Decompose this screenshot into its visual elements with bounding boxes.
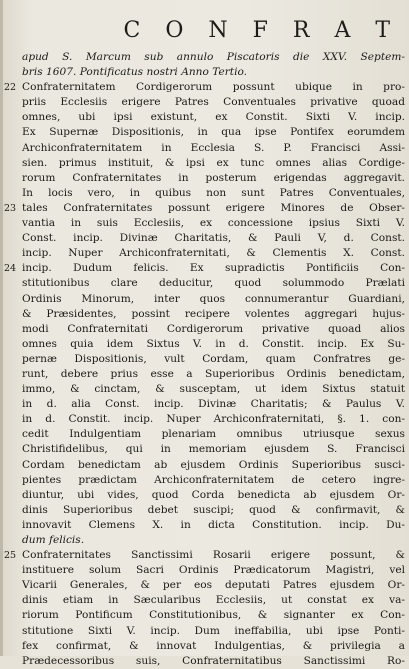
text-line <box>4 141 405 156</box>
text-line <box>4 337 405 352</box>
line-text: Christifidelibus, qui in memoriam ejusdem S. Francisci <box>22 443 405 456</box>
text-line <box>4 231 405 246</box>
text-line <box>4 276 405 291</box>
paragraph-number: 25 <box>4 550 17 562</box>
text-line <box>4 125 405 140</box>
text-line <box>4 578 405 593</box>
text-line <box>4 292 405 307</box>
text-line <box>4 246 405 261</box>
text-line <box>4 397 405 412</box>
line-text: diuntur, ubi vides, quod Corda benedicta ab ejusdem Or- <box>22 488 405 501</box>
line-text: omnes, ubi ipsi existunt, ex Constit. Sixti V. incip. <box>22 111 405 124</box>
line-text: In locis vero, in quibus non sunt Patres Conventuales, <box>22 186 405 199</box>
line-text: fex confirmat, & innovat Indulgentias, & privilegia a <box>22 639 405 652</box>
text-line <box>4 427 405 442</box>
line-text: dum felicis. <box>22 534 85 546</box>
line-text: vantia in suis Ecclesiis, ex concessione ipsius Sixti V. <box>22 217 405 230</box>
line-text: modi Confraternitati Cordigerorum privative quoad alios <box>22 322 405 335</box>
line-text: stitutione Sixti V. incip. Dum ineffabilia, ubi ipse Ponti- <box>22 624 405 637</box>
line-text: Ex Supernæ Dispositionis, in qua ipse Pontifex eorumdem <box>22 126 405 139</box>
line-text: cedit Indulgentiam plenariam omnibus utriusque sexus <box>22 428 405 441</box>
line-text: in d. alia Const. incip. Divinæ Charitatis; & Paulus V. <box>22 398 405 411</box>
text-line <box>4 442 405 457</box>
text-line <box>4 156 405 171</box>
line-text: riorum Pontificum Constitutionibus, & signanter ex Con- <box>22 609 405 622</box>
line-text: immo, & cinctam, & susceptam, ut idem Sixtus statuit <box>22 383 405 396</box>
line-text: sien. primus instituit, & ipsi ex tunc omnes alias Cordige- <box>22 156 405 169</box>
line-text: bris 1607. Pontificatus nostri Anno Tertio. <box>22 66 248 79</box>
line-text: pernæ Dispositionis, vult Cordam, quam Confratres ge- <box>22 352 405 365</box>
line-text: runt, debere prius esse a Superioribus Ordinis benedictam, <box>22 367 405 380</box>
paragraph-number: 24 <box>4 263 17 275</box>
text-line <box>4 95 405 110</box>
line-text: Cordam benedictam ab ejusdem Ordinis Superioribus susci- <box>22 458 405 471</box>
line-text: tales Confraternitates possunt erigere Minores de Obser- <box>22 201 405 214</box>
text-line <box>4 65 405 80</box>
body-text <box>4 50 405 669</box>
text-line <box>4 654 405 669</box>
line-text: instituere solum Sacri Ordinis Prædicatorum Magistri, vel <box>22 564 405 577</box>
text-line <box>4 458 405 473</box>
text-line <box>4 533 405 548</box>
line-text: priis Ecclesiis erigere Patres Conventuales privative quoad <box>22 96 405 109</box>
text-line <box>4 473 405 488</box>
text-line <box>4 624 405 639</box>
line-text: rorum Confraternitates in posterum erigendas aggregavit. <box>22 171 405 184</box>
text-line <box>4 186 405 201</box>
text-line <box>4 593 405 608</box>
line-text: Confraternitates Sanctissimi Rosarii erigere possunt, & <box>22 549 405 562</box>
text-line <box>4 639 405 654</box>
line-text: omnes quia idem Sixtus V. in d. Constit. incip. Ex Su- <box>22 337 405 350</box>
text-line <box>4 261 405 276</box>
line-text: Const. incip. Divinæ Charitatis, & Pauli V, d. Const. <box>22 232 405 245</box>
text-line <box>4 488 405 503</box>
text-line <box>4 216 405 231</box>
line-text: Prædecessoribus suis, Confraternitatibus Sanctissimi Ro- <box>22 654 405 667</box>
line-text: in d. Constit. incip. Nuper Archiconfraternitati, §. 1. con- <box>22 413 405 426</box>
text-line <box>4 548 405 563</box>
paragraph-number: 23 <box>4 202 17 214</box>
text-line <box>4 322 405 337</box>
text-line <box>4 352 405 367</box>
text-line <box>4 367 405 382</box>
line-text: incip. Nuper Archiconfraternitati, & Clementis X. Const. <box>22 247 405 260</box>
text-line <box>4 608 405 623</box>
text-line <box>4 503 405 518</box>
running-head: C O N F R A T <box>123 18 399 43</box>
line-text: dinis Superioribus debet suscipi; quod & confirmavit, & <box>22 503 405 516</box>
line-text: & Præsidentes, possint recipere volentes aggregari hujus- <box>22 307 405 320</box>
line-text: incip. Dudum felicis. Ex supradictis Pontificiis Con- <box>22 262 405 275</box>
line-text: Archiconfraternitatem in Ecclesia S. P. Francisci Assi- <box>22 141 405 154</box>
line-text: innovavit Clemens X. in dicta Constitution. incip. Du- <box>22 518 405 531</box>
text-line <box>4 50 405 65</box>
line-text: stitutionibus clare deducitur, quod solummodo Prælati <box>22 277 405 290</box>
line-text: Confraternitatem Cordigerorum possunt ubique in pro- <box>22 81 405 94</box>
paragraph-number: 22 <box>4 82 17 94</box>
text-line <box>4 412 405 427</box>
text-line <box>4 518 405 533</box>
line-text: apud S. Marcum sub annulo Piscatoris die XXV. Septem- <box>22 51 405 63</box>
page-gutter-shadow <box>0 0 3 656</box>
line-text: dinis etiam in Sæcularibus Ecclesiis, ut constat ex va- <box>22 594 405 607</box>
line-text: pientes prædictam Archiconfraternitatem de cetero ingre- <box>22 473 405 486</box>
text-line <box>4 110 405 125</box>
text-line <box>4 307 405 322</box>
text-line <box>4 171 405 186</box>
text-line <box>4 201 405 216</box>
text-line <box>4 80 405 95</box>
text-line <box>4 382 405 397</box>
line-text: Vicarii Generales, & per eos deputati Patres ejusdem Or- <box>22 579 405 592</box>
line-text: Ordinis Minorum, inter quos connumerantur Guardiani, <box>22 292 405 305</box>
text-line <box>4 563 405 578</box>
